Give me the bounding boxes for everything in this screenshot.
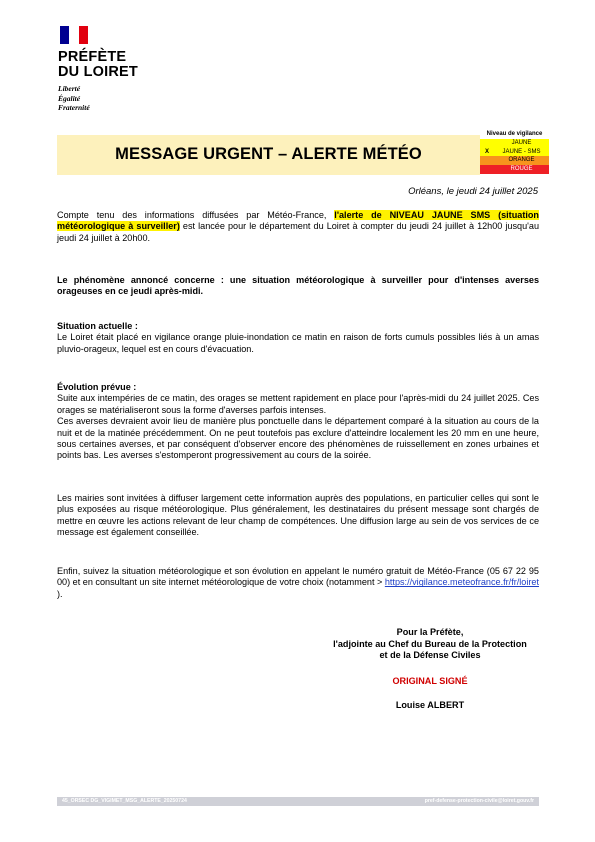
evolution-text-2: Ces averses devraient avoir lieu de manière plus ponctuelle dans le département comparé à la situation au cours de la nuit et de la matinée précédemment. On ne peut toutefois pas exclure d'atteindre localement les 20 mm en une heure, sous certaines averses, et par conséquent d'observer encore des phénomènes de ruissellement en zones urbaines et points bas. Les averses s'estomperont progressivement au cours de la soirée. bbox=[57, 416, 539, 461]
vigilance-marker bbox=[480, 156, 494, 165]
evolution-section bbox=[57, 382, 539, 462]
situation-heading: Situation actuelle : bbox=[57, 321, 138, 331]
motto-fraternite: Fraternité bbox=[58, 103, 90, 112]
french-flag-icon bbox=[60, 26, 88, 44]
prefecture-line-2: DU LOIRET bbox=[58, 63, 138, 80]
vigilance-row-orange bbox=[480, 156, 549, 165]
republic-motto bbox=[58, 84, 178, 113]
vigilance-label: JAUNE - SMS bbox=[502, 148, 541, 155]
motto-egalite: Égalité bbox=[58, 93, 81, 103]
signature-block bbox=[300, 627, 560, 662]
original-signed-label: ORIGINAL SIGNÉ bbox=[392, 676, 468, 686]
prefecture-name bbox=[58, 50, 178, 79]
signature-line-3: et de la Défense Civiles bbox=[379, 650, 481, 660]
vigilance-marker-selected: X bbox=[484, 148, 489, 155]
evolution-text-1: Suite aux intempéries de ce matin, des orages se mettent rapidement en place pour l'après-midi du 24 juillet 2025. Ces orages se matérialiseront sous la forme d'averses parfois intenses. bbox=[57, 393, 539, 415]
mayors-paragraph: Les mairies sont invitées à diffuser largement cette information auprès des populations, en particulier celles qui sont le plus exposées au risque météorologique. Plus généralement, les destinataires du présent message sont chargés de mettre en œuvre les actions relevant de leur champ de compétences. Une diffusion large au sein de vos services de ce message est également conseillée. bbox=[57, 493, 539, 538]
vigilance-marker bbox=[480, 165, 494, 174]
date-line: Orléans, le jeudi 24 juillet 2025 bbox=[408, 186, 538, 197]
closing-paragraph bbox=[57, 566, 539, 600]
vigilance-label: JAUNE bbox=[511, 140, 532, 146]
prefecture-line-1: PRÉFÈTE bbox=[58, 49, 127, 65]
signatory-name: Louise ALBERT bbox=[395, 700, 465, 710]
vigilance-row-jaune-sms bbox=[480, 148, 549, 157]
signature-line-2: l'adjointe au Chef du Bureau de la Protection bbox=[333, 638, 527, 649]
meteofrance-link[interactable]: https://vigilance.meteofrance.fr/fr/loiret bbox=[384, 577, 539, 588]
situation-text: Le Loiret était placé en vigilance orange pluie-inondation ce matin en raison de forts cumuls possibles liés à un amas pluvio-orageux, lequel est en cours d'évacuation. bbox=[57, 332, 539, 354]
vigilance-label: ORANGE bbox=[508, 157, 535, 164]
vigilance-marker bbox=[480, 139, 494, 148]
page-title: MESSAGE URGENT – ALERTE MÉTÉO bbox=[115, 145, 422, 163]
phenomenon-paragraph: Le phénomène annoncé concerne : une situation météorologique à surveiller pour d'intenses averses orageuses en ce jeudi après-midi. bbox=[57, 275, 539, 297]
vigilance-heading: Niveau de vigilance bbox=[480, 129, 549, 139]
vigilance-label: ROUGE bbox=[510, 166, 533, 173]
intro-paragraph bbox=[57, 210, 539, 244]
prefecture-logo bbox=[58, 26, 178, 113]
closing-text-end: ). bbox=[57, 588, 63, 599]
intro-text: Compte tenu des informations diffusées par Météo-France, bbox=[57, 210, 335, 220]
document-reference: 45_ORSEC DG_VIGIMET_MSG_ALERTE_20250724 bbox=[62, 798, 187, 804]
signature-line-1: Pour la Préfète, bbox=[396, 627, 464, 637]
intro-text-end: est lancée pour le département du Loiret à compter du jeudi 24 juillet à 12h00 jusqu'au jeudi 24 juillet à 20h00. bbox=[57, 221, 540, 243]
contact-email: pref-defense-protection-civile@loiret.gouv.fr bbox=[424, 798, 534, 804]
footer-bar bbox=[57, 797, 539, 806]
situation-section bbox=[57, 321, 539, 355]
motto-liberte: Liberté bbox=[58, 84, 81, 93]
title-banner bbox=[57, 135, 480, 175]
vigilance-level-table bbox=[480, 129, 549, 174]
evolution-heading: Évolution prévue : bbox=[57, 382, 137, 392]
vigilance-row-jaune bbox=[480, 139, 549, 148]
alert-level-highlight: l'alerte de NIVEAU JAUNE SMS (situation météorologique à surveiller) bbox=[57, 210, 539, 232]
vigilance-row-rouge bbox=[480, 165, 549, 174]
closing-text: Enfin, suivez la situation météorologique et son évolution en appelant le numéro gratuit de Météo-France (05 67 22 95 00) et en consultant un site internet météorologique de votre choix (notamment > bbox=[57, 566, 539, 588]
